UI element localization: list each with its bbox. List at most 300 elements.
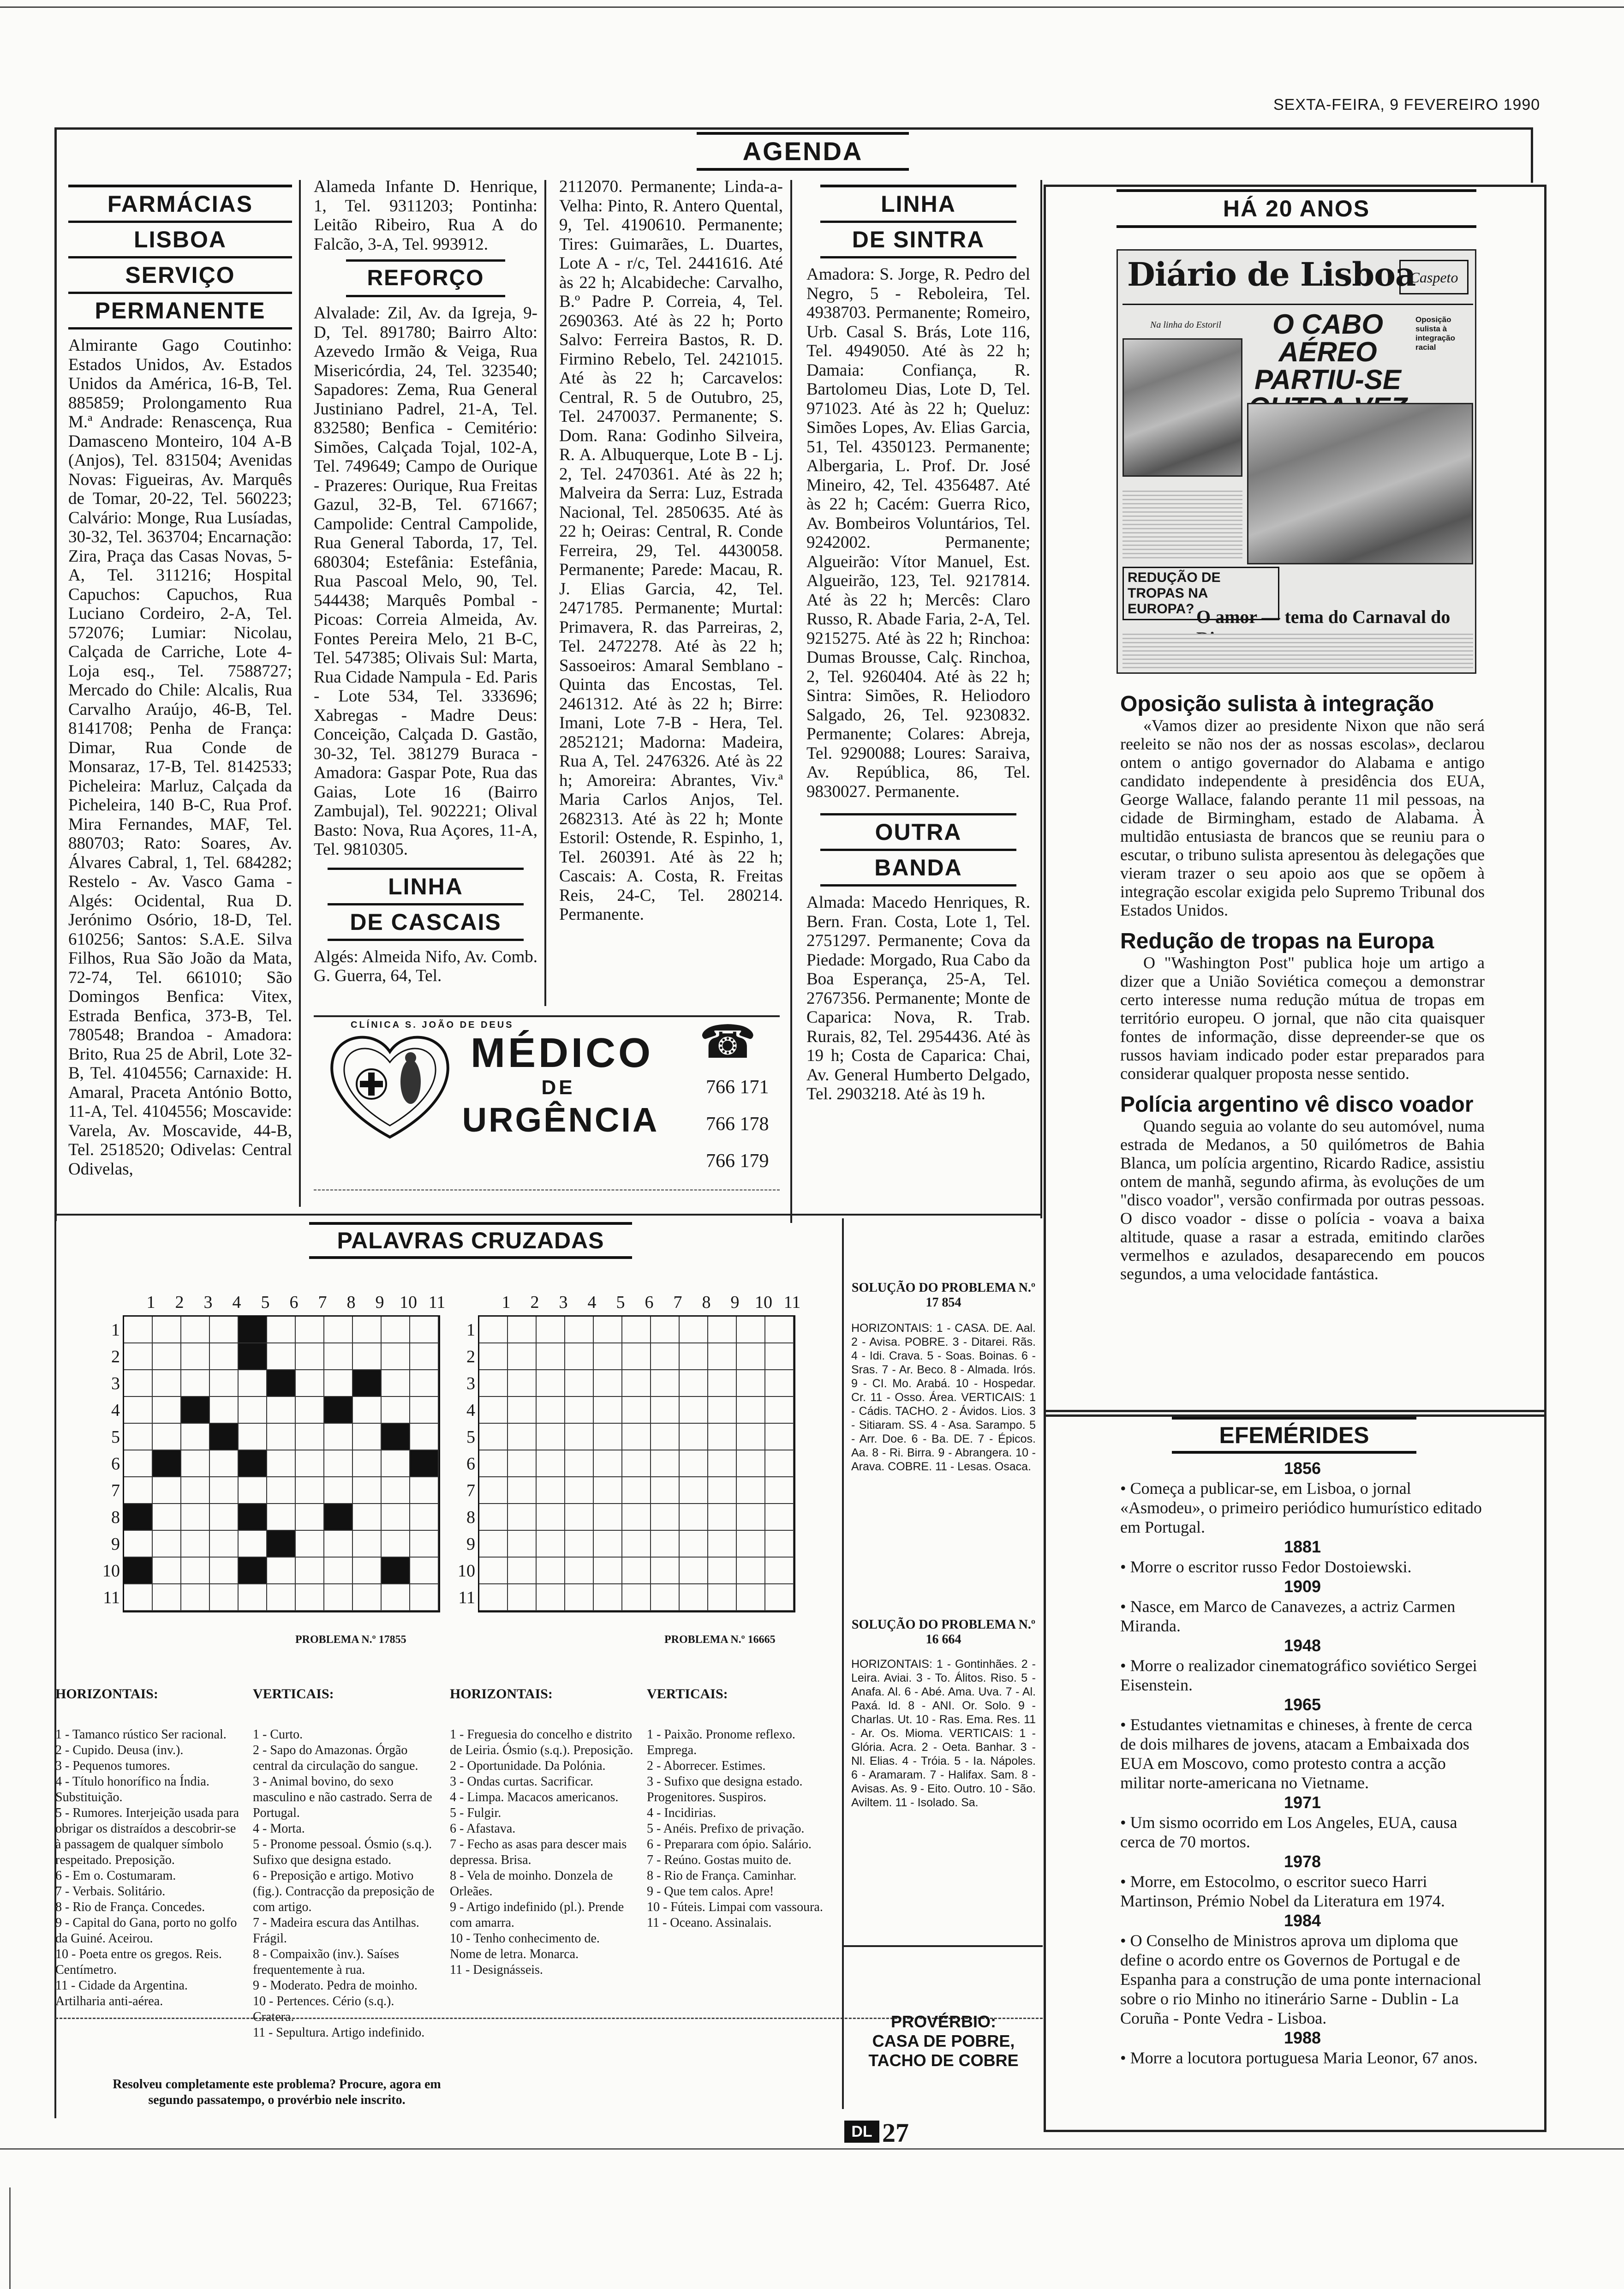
crossword-cell[interactable] [737, 1558, 765, 1584]
crossword-cell[interactable] [651, 1477, 680, 1504]
phone-number: 766 179 [706, 1150, 769, 1172]
crossword-cell[interactable] [651, 1370, 680, 1397]
crossword-cell[interactable] [181, 1370, 210, 1397]
newspaper-masthead: Diário de Lisboa [1127, 255, 1416, 294]
crossword-cell[interactable] [708, 1450, 737, 1477]
farmacias-column-3 [559, 177, 783, 924]
crossword-cell[interactable] [508, 1584, 537, 1611]
crossword-cell[interactable] [737, 1450, 765, 1477]
medico-label: MÉDICO [471, 1030, 653, 1076]
crossword-cell[interactable] [508, 1370, 537, 1397]
row-number: 7 [466, 1481, 475, 1500]
crossword-cell[interactable] [181, 1584, 210, 1611]
crossword-cell[interactable] [353, 1450, 382, 1477]
crossword-cell[interactable] [651, 1531, 680, 1558]
crossword-cell[interactable] [537, 1343, 565, 1370]
crossword-cell[interactable] [296, 1370, 324, 1397]
crossword-cell[interactable] [737, 1397, 765, 1424]
column-number: 8 [346, 1293, 356, 1312]
crossword-cell[interactable] [124, 1450, 153, 1477]
crossword-grid-a[interactable] [123, 1315, 440, 1612]
crossword-cell[interactable] [737, 1584, 765, 1611]
crossword-cell[interactable] [737, 1531, 765, 1558]
crossword-cell[interactable] [479, 1397, 508, 1424]
crossword-cell[interactable] [651, 1424, 680, 1450]
crossword-cell[interactable] [382, 1584, 410, 1611]
crossword-cell[interactable] [210, 1558, 239, 1584]
crossword-cell[interactable] [680, 1531, 708, 1558]
crossword-cell[interactable] [124, 1477, 153, 1504]
farmacias-title: FARMÁCIAS [68, 185, 292, 223]
crossword-cell[interactable] [410, 1424, 439, 1450]
crossword-cell[interactable] [508, 1477, 537, 1504]
crossword-cell[interactable] [537, 1370, 565, 1397]
crossword-cell[interactable] [708, 1504, 737, 1531]
crossword-cell[interactable] [479, 1450, 508, 1477]
crossword-cell[interactable] [622, 1424, 651, 1450]
crossword-cell[interactable] [324, 1531, 353, 1558]
efemeride-year: 1856 [1284, 1459, 1321, 1478]
crossword-cell[interactable] [622, 1477, 651, 1504]
newspaper-kicker: Na linha do Estoril [1150, 320, 1221, 330]
crossword-cell[interactable] [153, 1397, 181, 1424]
crossword-cell[interactable] [680, 1370, 708, 1397]
crossword-cell[interactable] [765, 1504, 794, 1531]
crossword-cell[interactable] [508, 1450, 537, 1477]
row-number: 5 [111, 1427, 120, 1447]
crossword-cell[interactable] [680, 1343, 708, 1370]
crossword-cell[interactable] [765, 1317, 794, 1343]
crossword-cell[interactable] [708, 1558, 737, 1584]
crossword-cell[interactable] [537, 1558, 565, 1584]
crossword-cell[interactable] [765, 1343, 794, 1370]
crossword-cell[interactable] [124, 1424, 153, 1450]
crossword-cell[interactable] [708, 1584, 737, 1611]
crossword-cell[interactable] [410, 1504, 439, 1531]
crossword-cell[interactable] [537, 1450, 565, 1477]
crossword-cell[interactable] [181, 1424, 210, 1450]
crossword-cell[interactable] [680, 1397, 708, 1424]
crossword-cell[interactable] [594, 1504, 622, 1531]
crossword-cell[interactable] [622, 1584, 651, 1611]
crossword-cell[interactable] [737, 1504, 765, 1531]
crossword-cell[interactable] [296, 1450, 324, 1477]
crossword-cell[interactable] [296, 1317, 324, 1343]
telephone-icon: ☎ [699, 1017, 757, 1068]
crossword-cell[interactable] [210, 1450, 239, 1477]
crossword-cell[interactable] [565, 1317, 594, 1343]
crossword-cell[interactable] [594, 1531, 622, 1558]
newspaper-photo-portrait [1247, 403, 1473, 564]
crossword-cell[interactable] [267, 1397, 296, 1424]
crossword-cell[interactable] [124, 1370, 153, 1397]
crossword-cell[interactable] [737, 1343, 765, 1370]
crossword-black-cell [267, 1370, 296, 1397]
row-number: 7 [111, 1481, 120, 1500]
crossword-cell[interactable] [410, 1317, 439, 1343]
crossword-cell[interactable] [737, 1477, 765, 1504]
crossword-cell[interactable] [382, 1450, 410, 1477]
crossword-cell[interactable] [651, 1343, 680, 1370]
crossword-cell[interactable] [210, 1317, 239, 1343]
crossword-cell[interactable] [565, 1504, 594, 1531]
crossword-cell[interactable] [296, 1584, 324, 1611]
crossword-cell[interactable] [296, 1531, 324, 1558]
column-number: 2 [175, 1293, 184, 1312]
crossword-cell[interactable] [382, 1531, 410, 1558]
crossword-cell[interactable] [410, 1370, 439, 1397]
de-cascais-title: DE CASCAIS [328, 905, 524, 941]
reforco-title: REFORÇO [346, 259, 505, 297]
crossword-cell[interactable] [153, 1343, 181, 1370]
crossword-cell[interactable] [239, 1370, 267, 1397]
crossword-cell[interactable] [181, 1531, 210, 1558]
crossword-cell[interactable] [594, 1584, 622, 1611]
farmacias-odivelas-text: Alameda Infante D. Henrique, 1, Tel. 9311203; Pontinha: Leitão Ribeiro, Rua A do Falcão, 3-A, Tel. 993912. [314, 177, 537, 254]
crossword-cell[interactable] [765, 1424, 794, 1450]
crossword-cell[interactable] [353, 1504, 382, 1531]
row-number: 10 [458, 1561, 475, 1581]
crossword-cell[interactable] [353, 1317, 382, 1343]
crossword-cell[interactable] [594, 1558, 622, 1584]
cascais-text: 2112070. Permanente; Linda-a-Velha: Pinto, R. Antero Quental, 9, Tel. 4190610. Permanente; Tires: Guimarães, L. Duartes, Lote A - r/c, Tel. 2441616. Até às 22 h; Alcabideche: Carvalho, B.º Padre P. Correia, 4, Tel. 2690363. Até às 22 h; Porto Salvo: Ferreira Bastos, R. D. Firmino Rebelo, Tel. 2421015. Até às 22 h; Carcavelos: Central, R. 5 de Outubro, 25, Tel. 2470037. Permanente; S. Dom. Rana: Godinho Silveira, R. A. Albuquerque, Lote B - Lj. 2, Tel. 2470361. Até às 22 h; Malveira da Serra: Luz, Estrada Nacional, Tel. 2850635. Até às 22 h; Oeiras: Central, R. Conde Ferreira, 29, Tel. 4430058. Permanente; Parede: Macau, R. J. Elias Garcia, 42, Tel. 2471785. Permanente; Murtal: Primavera, R. das Parreiras, 2, Tel. 2472278. Até às 22 h; Sassoeiros: Amaral Semblano - Quinta das Encostas, Tel. 2461312. Até às 22 h; Birre: Imani, Lote 7-B - Hera, Tel. 2852121; Madorna: Madeira, Rua A, Tel. 2476326. Até às 22 h; Amoreira: Abrantes, Viv.ª Maria Carlos Anjos, Tel. 2682313. Até às 22 h; Monte Estoril: Ostende, R. Espinho, 1, Tel. 260391. Até às 22 h; Cascais: A. Costa, R. Freitas Reis, 24-C, Tel. 280214. Permanente. [559, 177, 783, 924]
column-number: 5 [261, 1293, 270, 1312]
crossword-cell[interactable] [737, 1317, 765, 1343]
crossword-cell[interactable] [353, 1397, 382, 1424]
row-number: 9 [466, 1534, 475, 1554]
crossword-cell[interactable] [765, 1531, 794, 1558]
clinic-logo-icon [321, 1026, 459, 1146]
crossword-cell[interactable] [153, 1504, 181, 1531]
crossword-cell[interactable] [622, 1504, 651, 1531]
crossword-cell[interactable] [537, 1424, 565, 1450]
crossword-cell[interactable] [651, 1450, 680, 1477]
crossword-cell[interactable] [353, 1424, 382, 1450]
column-number: 11 [428, 1293, 446, 1312]
row-number: 8 [111, 1508, 120, 1527]
crossword-cell[interactable] [680, 1504, 708, 1531]
crossword-cell[interactable] [594, 1397, 622, 1424]
crossword-cell[interactable] [353, 1343, 382, 1370]
servico-title: SERVIÇO [68, 258, 292, 294]
efemeride-year: 1881 [1284, 1537, 1321, 1556]
crossword-cell[interactable] [565, 1477, 594, 1504]
crossword-cell[interactable] [508, 1558, 537, 1584]
crossword-cell[interactable] [382, 1343, 410, 1370]
crossword-cell[interactable] [210, 1397, 239, 1424]
outra-banda-title: OUTRA [820, 813, 1016, 851]
efemerides-title: EFEMÉRIDES [1172, 1417, 1416, 1454]
clues-a-horizontal [55, 1671, 240, 2025]
crossword-cell[interactable] [622, 1450, 651, 1477]
crossword-cell[interactable] [479, 1558, 508, 1584]
crossword-cell[interactable] [324, 1450, 353, 1477]
crossword-cell[interactable] [382, 1317, 410, 1343]
crossword-cell[interactable] [479, 1584, 508, 1611]
crossword-cell[interactable] [622, 1317, 651, 1343]
crossword-cell[interactable] [324, 1370, 353, 1397]
crossword-cell[interactable] [153, 1584, 181, 1611]
crossword-cell[interactable] [594, 1424, 622, 1450]
crossword-cell[interactable] [181, 1477, 210, 1504]
row-number: 11 [103, 1588, 120, 1607]
crossword-cell[interactable] [594, 1343, 622, 1370]
crossword-cell[interactable] [594, 1477, 622, 1504]
permanente-title: PERMANENTE [68, 294, 292, 330]
crossword-cell[interactable] [680, 1317, 708, 1343]
crossword-cell[interactable] [651, 1397, 680, 1424]
newspaper-bottom-headline: O amor — tema do Carnaval do [1196, 606, 1451, 627]
crossword-cell[interactable] [708, 1343, 737, 1370]
crossword-cell[interactable] [353, 1477, 382, 1504]
efemeride-year: 1984 [1284, 1911, 1321, 1930]
crossword-cell[interactable] [537, 1317, 565, 1343]
crossword-cell[interactable] [210, 1477, 239, 1504]
crossword-cell[interactable] [622, 1397, 651, 1424]
article-body: «Vamos dizer ao presidente Nixon que não será reeleito se não nos der as nossas escolas», declarou ontem o antigo governador do Alabama e antigo candidato independente à presidência dos EUA, George Wallace, falando perante 11 mil pessoas, na cidade de Birmingham, estado de Alabama. À multidão entusiasta de brancos que se reuniu para o escutar, o tribuno sulista apresentou às delegações que vieram trazer o seu apoio aos que se opõem à integração escolar exigida pelo Supremo Tribunal dos Estados Unidos. [1120, 716, 1485, 919]
crossword-cell[interactable] [651, 1317, 680, 1343]
crossword-cell[interactable] [181, 1450, 210, 1477]
crossword-cell[interactable] [765, 1370, 794, 1397]
crossword-cell[interactable] [153, 1531, 181, 1558]
crossword-cell[interactable] [181, 1504, 210, 1531]
crossword-cell[interactable] [410, 1584, 439, 1611]
crossword-cell[interactable] [410, 1477, 439, 1504]
crossword-cell[interactable] [479, 1343, 508, 1370]
clinic-name: CLÍNICA S. JOÃO DE DEUS [351, 1020, 514, 1030]
clues-text: 1 - Paixão. Pronome reflexo. Emprega. 2 - Aborrecer. Estimes. 3 - Sufixo que designa estado. Progenitores. Suspiros. 4 - Incidirias. 5 - Anéis. Prefixo de privação. 6 - Preparara com ópio. Salário. 7 - Reúno. Gostas muito de. 8 - Rio de França. Caminhar. 9 - Que tem calos. Apre! 10 - Fúteis. Limpai com vassoura. 11 - Oceano. Assinalais. [647, 1727, 823, 1930]
crossword-cell[interactable] [479, 1477, 508, 1504]
crossword-cell[interactable] [765, 1584, 794, 1611]
lisboa-title: LISBOA [68, 223, 292, 258]
crossword-cell[interactable] [324, 1584, 353, 1611]
crossword-cell[interactable] [239, 1584, 267, 1611]
crossword-cell[interactable] [622, 1531, 651, 1558]
crossword-cell[interactable] [479, 1504, 508, 1531]
crossword-cell[interactable] [565, 1343, 594, 1370]
crossword-cell[interactable] [382, 1477, 410, 1504]
de-label: DE [541, 1076, 575, 1099]
crossword-cell[interactable] [622, 1343, 651, 1370]
crossword-cell[interactable] [210, 1504, 239, 1531]
crossword-cell[interactable] [210, 1584, 239, 1611]
crossword-cell[interactable] [594, 1450, 622, 1477]
crossword-cell[interactable] [124, 1397, 153, 1424]
crossword-cell[interactable] [153, 1477, 181, 1504]
dl-logo: DL [844, 2121, 879, 2143]
efemeride-year: 1971 [1284, 1793, 1321, 1812]
crossword-cell[interactable] [708, 1477, 737, 1504]
crossword-cell[interactable] [382, 1504, 410, 1531]
crossword-cell[interactable] [124, 1343, 153, 1370]
crossword-cell[interactable] [680, 1584, 708, 1611]
linha-sintra-title: LINHA [820, 185, 1016, 223]
crossword-cell[interactable] [296, 1343, 324, 1370]
crossword-cell[interactable] [508, 1531, 537, 1558]
crossword-cell[interactable] [267, 1424, 296, 1450]
crossword-cell[interactable] [153, 1558, 181, 1584]
crossword-cell[interactable] [267, 1477, 296, 1504]
crossword-cell[interactable] [239, 1397, 267, 1424]
crossword-cell[interactable] [296, 1558, 324, 1584]
row-number: 10 [102, 1561, 120, 1581]
crossword-cell[interactable] [708, 1370, 737, 1397]
crossword-cell[interactable] [124, 1584, 153, 1611]
crossword-cell[interactable] [382, 1370, 410, 1397]
crossword-black-cell [410, 1450, 439, 1477]
crossword-cell[interactable] [267, 1343, 296, 1370]
grid-a-column-numbers [137, 1292, 451, 1312]
crossword-cell[interactable] [410, 1343, 439, 1370]
crossword-cell[interactable] [680, 1477, 708, 1504]
article-title: Polícia argentino vê disco voador [1120, 1092, 1474, 1117]
proverbio-title: PROVÉRBIO: [890, 2012, 997, 2031]
solution-16664 [851, 1618, 1036, 1810]
newspaper-logo: Caspeto [1399, 260, 1469, 294]
column-number: 7 [673, 1293, 682, 1312]
grid-b-row-numbers [457, 1317, 475, 1611]
crossword-cell[interactable] [479, 1370, 508, 1397]
crossword-cell[interactable] [508, 1504, 537, 1531]
newspaper-box-headline: REDUÇÃO DE TROPAS NA EUROPA? [1122, 567, 1279, 620]
crossword-cell[interactable] [651, 1558, 680, 1584]
crossword-cell[interactable] [181, 1558, 210, 1584]
crossword-cell[interactable] [239, 1424, 267, 1450]
crossword-cell[interactable] [239, 1531, 267, 1558]
crossword-cell[interactable] [708, 1317, 737, 1343]
crossword-cell[interactable] [680, 1424, 708, 1450]
crossword-black-cell [239, 1504, 267, 1531]
crossword-cell[interactable] [479, 1317, 508, 1343]
crossword-cell[interactable] [737, 1424, 765, 1450]
crossword-title: PALAVRAS CRUZADAS [309, 1222, 632, 1259]
crossword-cell[interactable] [239, 1477, 267, 1504]
column-number: 8 [702, 1293, 711, 1312]
crossword-cell[interactable] [181, 1317, 210, 1343]
crossword-cell[interactable] [479, 1531, 508, 1558]
crossword-cell[interactable] [508, 1343, 537, 1370]
crossword-cell[interactable] [537, 1477, 565, 1504]
crossword-cell[interactable] [353, 1584, 382, 1611]
efemeride-text: • Morre o realizador cinematográfico soviético Sergei Eisenstein. [1120, 1656, 1477, 1694]
proverbio-text: CASA DE POBRE, TACHO DE COBRE [868, 2031, 1019, 2070]
crossword-cell[interactable] [267, 1450, 296, 1477]
crossword-cell[interactable] [765, 1450, 794, 1477]
crossword-cell[interactable] [353, 1531, 382, 1558]
crossword-cell[interactable] [765, 1397, 794, 1424]
crossword-black-cell [239, 1343, 267, 1370]
crossword-cell[interactable] [537, 1504, 565, 1531]
crossword-cell[interactable] [410, 1558, 439, 1584]
crossword-cell[interactable] [267, 1584, 296, 1611]
crossword-cell[interactable] [537, 1397, 565, 1424]
column-number: 1 [502, 1293, 511, 1312]
crossword-cell[interactable] [153, 1424, 181, 1450]
crossword-cell[interactable] [324, 1343, 353, 1370]
clues-heading: VERTICAIS: [647, 1686, 728, 1702]
crossword-black-cell [324, 1397, 353, 1424]
crossword-cell[interactable] [537, 1531, 565, 1558]
clues-a-vertical [253, 1671, 437, 2056]
crossword-cell[interactable] [565, 1558, 594, 1584]
crossword-cell[interactable] [267, 1504, 296, 1531]
crossword-cell[interactable] [565, 1424, 594, 1450]
crossword-cell[interactable] [737, 1370, 765, 1397]
crossword-cell[interactable] [565, 1584, 594, 1611]
crossword-black-cell [267, 1531, 296, 1558]
crossword-cell[interactable] [708, 1424, 737, 1450]
crossword-cell[interactable] [324, 1558, 353, 1584]
crossword-cell[interactable] [324, 1317, 353, 1343]
crossword-black-cell [239, 1558, 267, 1584]
crossword-cell[interactable] [181, 1343, 210, 1370]
row-number: 3 [111, 1374, 120, 1393]
crossword-cell[interactable] [622, 1558, 651, 1584]
crossword-cell[interactable] [324, 1477, 353, 1504]
crossword-cell[interactable] [382, 1397, 410, 1424]
crossword-cell[interactable] [508, 1424, 537, 1450]
crossword-grid-b[interactable] [478, 1315, 795, 1612]
solution-17854 [851, 1281, 1036, 1474]
crossword-cell[interactable] [124, 1531, 153, 1558]
crossword-cell[interactable] [622, 1370, 651, 1397]
crossword-cell[interactable] [296, 1477, 324, 1504]
outra-banda-text: Almada: Macedo Henriques, R. Bern. Fran. Costa, Lote 1, Tel. 2751297. Permanente; Cova da Piedade: Morgado, Rua Cabo da Boa Esperança, 25-A, Tel. 2767356. Permanente; Monte de Caparica: Nova, R. Trab. Rurais, 82, Tel. 2954436. Até às 19 h; Costa de Caparica: Chai, Av. General Humberto Delgado, Tel. 2903218. Até às 19 h. [806, 893, 1030, 1103]
crossword-cell[interactable] [765, 1477, 794, 1504]
crossword-cell[interactable] [508, 1397, 537, 1424]
crossword-cell[interactable] [565, 1397, 594, 1424]
crossword-cell[interactable] [410, 1531, 439, 1558]
crossword-cell[interactable] [680, 1558, 708, 1584]
crossword-cell[interactable] [508, 1317, 537, 1343]
crossword-cell[interactable] [296, 1504, 324, 1531]
crossword-cell[interactable] [479, 1424, 508, 1450]
proverbio-box [851, 2012, 1036, 2070]
crossword-cell[interactable] [565, 1450, 594, 1477]
crossword-cell[interactable] [651, 1504, 680, 1531]
crossword-cell[interactable] [594, 1370, 622, 1397]
crossword-cell[interactable] [353, 1558, 382, 1584]
crossword-cell[interactable] [680, 1450, 708, 1477]
crossword-cell[interactable] [296, 1397, 324, 1424]
crossword-cell[interactable] [537, 1584, 565, 1611]
clues-text: 1 - Tamanco rústico Ser racional. 2 - Cupido. Deusa (inv.). 3 - Pequenos tumores. 4 - Título honorífico na Índia. Substituição. 5 - Rumores. Interjeição usada para obrigar os distraídos a descobrir-se à passagem de qualquer símbolo respeitado. Preposição. 6 - Em o. Costumaram. 7 - Verbais. Solitário. 8 - Rio de França. Concedes. 9 - Capital do Gana, porto no golfo da Guiné. Aceirou. 10 - Poeta entre os gregos. Reis. Centímetro. 11 - Cidade da Argentina. Artilharia anti-aérea. [55, 1727, 239, 2008]
crossword-cell[interactable] [296, 1424, 324, 1450]
crossword-cell[interactable] [267, 1558, 296, 1584]
crossword-cell[interactable] [324, 1424, 353, 1450]
crossword-cell[interactable] [210, 1370, 239, 1397]
crossword-cell[interactable] [153, 1370, 181, 1397]
crossword-cell[interactable] [708, 1531, 737, 1558]
crossword-cell[interactable] [765, 1558, 794, 1584]
crossword-cell[interactable] [267, 1317, 296, 1343]
crossword-cell[interactable] [565, 1370, 594, 1397]
crossword-black-cell [382, 1424, 410, 1450]
crossword-cell[interactable] [210, 1343, 239, 1370]
crossword-cell[interactable] [594, 1317, 622, 1343]
cascais-algés-text: Algés: Almeida Nifo, Av. Comb. G. Guerra, 64, Tel. [314, 947, 537, 985]
crossword-cell[interactable] [153, 1317, 181, 1343]
crossword-cell[interactable] [651, 1584, 680, 1611]
row-number: 4 [111, 1401, 120, 1420]
crossword-cell[interactable] [124, 1317, 153, 1343]
crossword-black-cell [181, 1397, 210, 1424]
crossword-cell[interactable] [410, 1397, 439, 1424]
crossword-cell[interactable] [708, 1397, 737, 1424]
crossword-cell[interactable] [210, 1531, 239, 1558]
crossword-cell[interactable] [565, 1531, 594, 1558]
efemeride-text: • Começa a publicar-se, em Lisboa, o jornal «Asmodeu», o primeiro periódico humurístico editado em Portugal. [1120, 1479, 1482, 1536]
